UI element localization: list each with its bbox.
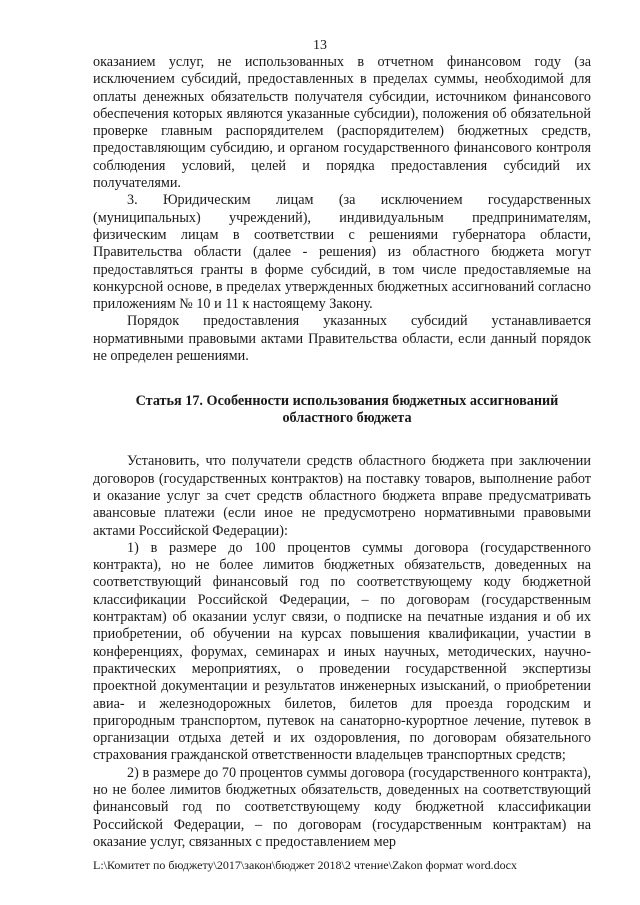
article-17-subitem-2: 2) в размере до 70 процентов суммы договора (государственного контракта), но не более лимитов бюджетных обязательств, доведенных на соответствующий финансовый год по соответствующему коду бюджетной классификации Российской Федерации, – по договорам (государственным контрактам) на оказание услуг, связанных с предоставлением мер: [93, 764, 591, 850]
paragraph-continuation: оказанием услуг, не использованных в отчетном финансовом году (за исключением субсидий, предоставленных в пределах суммы, необходимой для оплаты денежных обязательств получателя субсидии, источником финансового обеспечения которых являются указанные субсидии), положения об обязательной проверке главным распорядителем (распорядителем) бюджетных средств, предоставляющим субсидию, и органом государственного финансового контроля соблюдения условий, целей и порядка предоставления субсидий их получателями.: [93, 54, 591, 192]
file-path-footer: L:\Комитет по бюджету\2017\закон\бюджет 2018\2 чтение\Zakon формат word.docx: [93, 858, 517, 872]
article-17-intro: Установить, что получатели средств областного бюджета при заключении договоров (государственных контрактов) на поставку товаров, выполнение работ и оказание услуг за счет средств областного бюджета вправе предусматривать авансовые платежи (если иное не предусмотрено нормативными правовыми актами Российской Федерации):: [93, 453, 591, 539]
article-17-subitem-1: 1) в размере до 100 процентов суммы договора (государственного контракта), но не более лимитов бюджетных обязательств, доведенных на соответствующий финансовый год по соответствующему коду бюджетной классификации Российской Федерации, – по договорам (государственным контрактам) об оказании услуг связи, о подписке на печатные издания и об их приобретении, об обучении на курсах повышения квалификации, участии в конференциях, форумах, семинарах и иных научных, методических, научно-практических мероприятиях, о проведении государственной экспертизы проектной документации и результатов инженерных изысканий, о приобретении авиа- и железнодорожных билетов, билетов для проезда городским и пригородным транспортом, путевок на санаторно-курортное лечение, путевок в организации отдыха детей и их оздоровления, по договорам обязательного страхования гражданской ответственности владельцев транспортных средств;: [93, 539, 591, 764]
page-number: 13: [313, 38, 327, 53]
article-17-heading: Статья 17. Особенности использования бюджетных ассигнований областного бюджета: [135, 393, 559, 427]
document-body: [93, 54, 591, 851]
paragraph-procedure: Порядок предоставления указанных субсидий устанавливается нормативными правовыми актами Правительства области, если данный порядок не определен решениями.: [93, 313, 591, 365]
paragraph-item-3: 3. Юридическим лицам (за исключением государственных (муниципальных) учреждений), индивидуальным предпринимателям, физическим лицам в соответствии с решениями губернатора области, Правительства области (далее - решения) из областного бюджета могут предоставляться гранты в форме субсидий, в том числе предоставляемые на конкурсной основе, в пределах утвержденных бюджетных ассигнований согласно приложениям № 10 и 11 к настоящему Закону.: [93, 192, 591, 313]
